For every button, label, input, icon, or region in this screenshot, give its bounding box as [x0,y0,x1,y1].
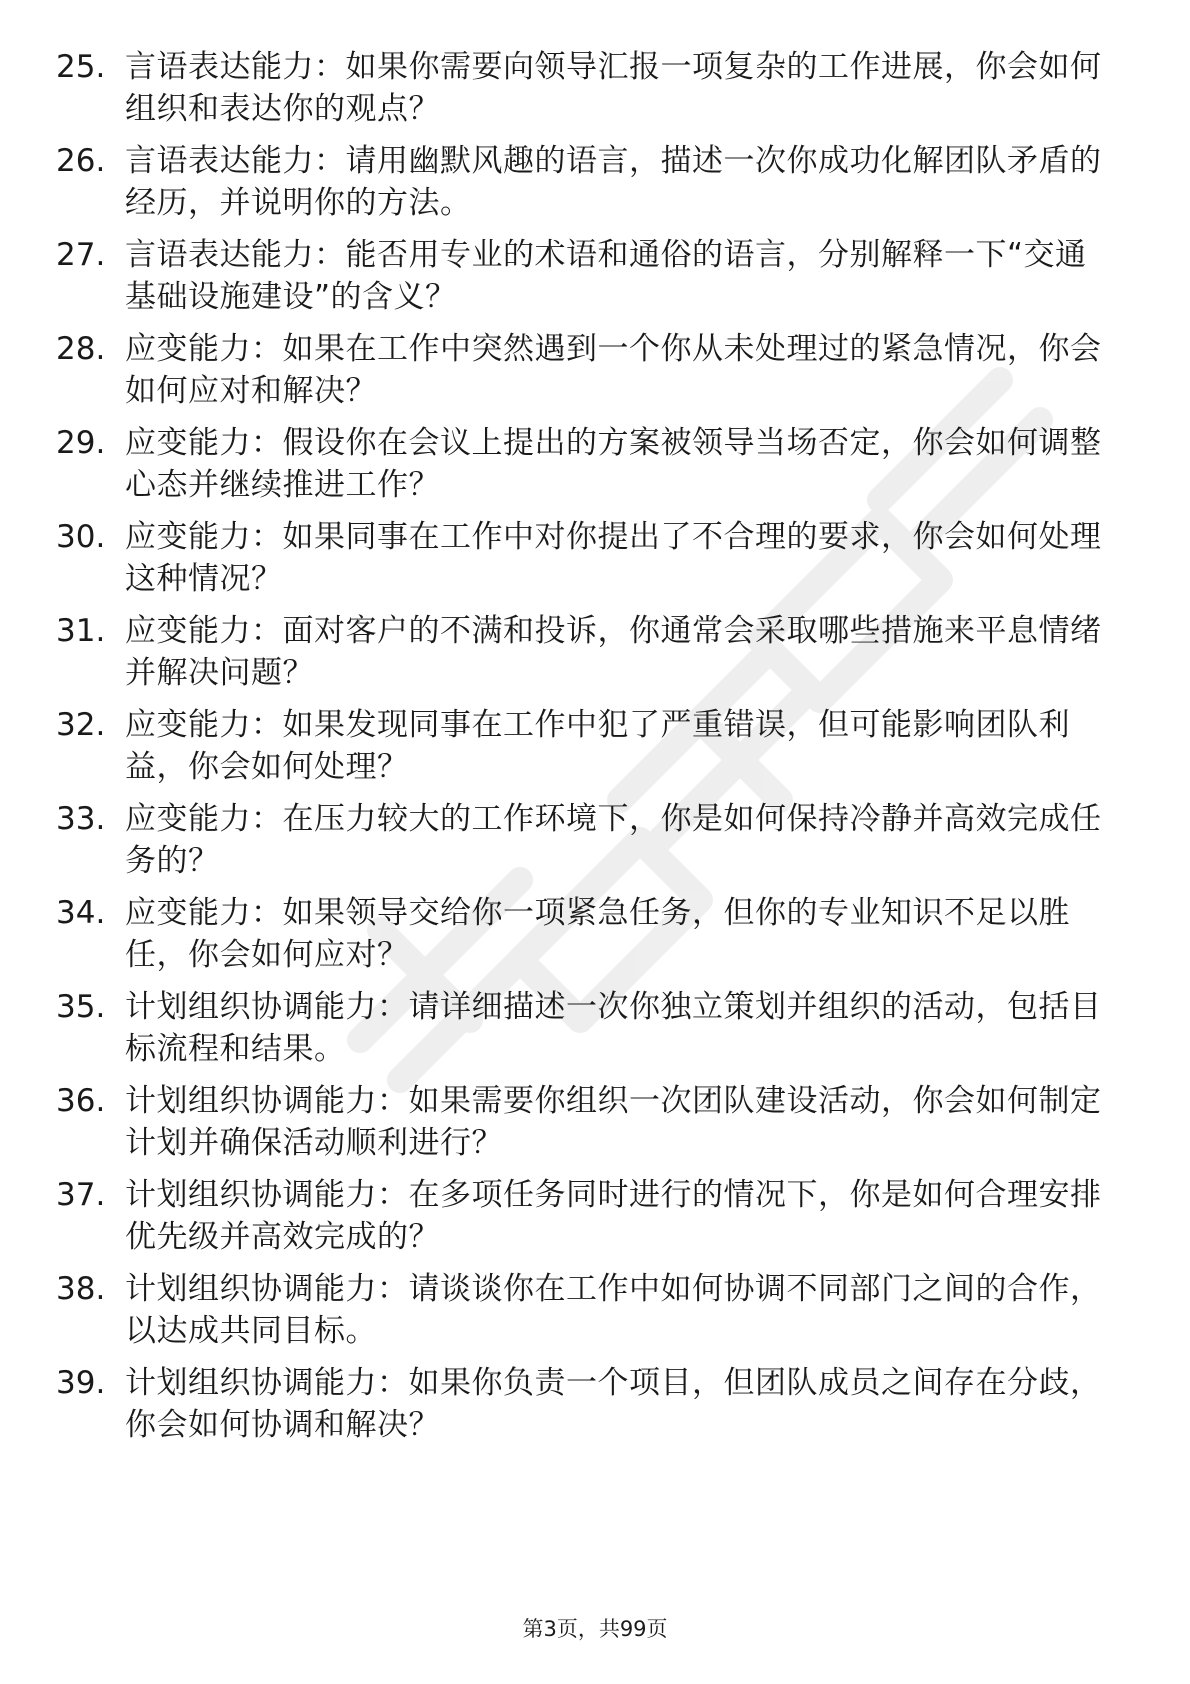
question-text: 计划组织协调能力：请谈谈你在工作中如何协调不同部门之间的合作，以达成共同目标。 [125,1271,1102,1349]
question-text: 应变能力：如果在工作中突然遇到一个你从未处理过的紧急情况，你会如何应对和解决？ [125,331,1102,409]
question-text: 计划组织协调能力：请详细描述一次你独立策划并组织的活动，包括目标流程和结果。 [125,989,1102,1067]
question-number: 36. [56,1083,106,1119]
question-item [0,328,1190,422]
question-number: 30. [56,519,106,555]
question-text: 应变能力：如果发现同事在工作中犯了严重错误，但可能影响团队利益，你会如何处理？ [125,707,1070,785]
question-item [0,986,1190,1080]
question-number: 29. [56,425,106,461]
question-number: 31. [56,613,106,649]
question-item [0,704,1190,798]
question-item [0,798,1190,892]
question-text: 计划组织协调能力：如果需要你组织一次团队建设活动，你会如何制定计划并确保活动顺利进行？ [125,1083,1102,1161]
question-text: 应变能力：假设你在会议上提出的方案被领导当场否定，你会如何调整心态并继续推进工作？ [125,425,1102,503]
question-item [0,422,1190,516]
question-text: 应变能力：如果同事在工作中对你提出了不合理的要求，你会如何处理这种情况？ [125,519,1102,597]
question-number: 37. [56,1177,106,1213]
question-number: 28. [56,331,106,367]
question-number: 32. [56,707,106,743]
question-item [0,1080,1190,1174]
page-footer: 第3页，共99页 [522,1617,668,1641]
question-text: 计划组织协调能力：在多项任务同时进行的情况下，你是如何合理安排优先级并高效完成的？ [125,1177,1102,1255]
question-text: 言语表达能力：请用幽默风趣的语言，描述一次你成功化解团队矛盾的经历，并说明你的方法。 [125,143,1102,221]
question-item [0,1268,1190,1362]
question-number: 26. [56,143,106,179]
question-number: 34. [56,895,106,931]
question-item [0,234,1190,328]
question-text: 应变能力：如果领导交给你一项紧急任务，但你的专业知识不足以胜任，你会如何应对？ [125,895,1070,973]
question-item [0,46,1190,140]
question-number: 38. [56,1271,106,1307]
question-item [0,892,1190,986]
question-number: 35. [56,989,106,1025]
question-number: 33. [56,801,106,837]
question-item [0,1362,1190,1456]
question-number: 27. [56,237,106,273]
question-item [0,140,1190,234]
question-item [0,1174,1190,1268]
question-text: 应变能力：在压力较大的工作环境下，你是如何保持冷静并高效完成任务的？ [125,801,1102,879]
question-text: 应变能力：面对客户的不满和投诉，你通常会采取哪些措施来平息情绪并解决问题？ [125,613,1102,691]
question-item [0,610,1190,704]
question-text: 言语表达能力：如果你需要向领导汇报一项复杂的工作进展，你会如何组织和表达你的观点？ [125,49,1102,127]
question-list [0,46,1190,1456]
question-item [0,516,1190,610]
question-text: 计划组织协调能力：如果你负责一个项目，但团队成员之间存在分歧，你会如何协调和解决？ [125,1365,1102,1443]
question-text: 言语表达能力：能否用专业的术语和通俗的语言，分别解释一下“交通基础设施建设”的含义？ [125,237,1087,315]
question-number: 25. [56,49,106,85]
question-number: 39. [56,1365,106,1401]
